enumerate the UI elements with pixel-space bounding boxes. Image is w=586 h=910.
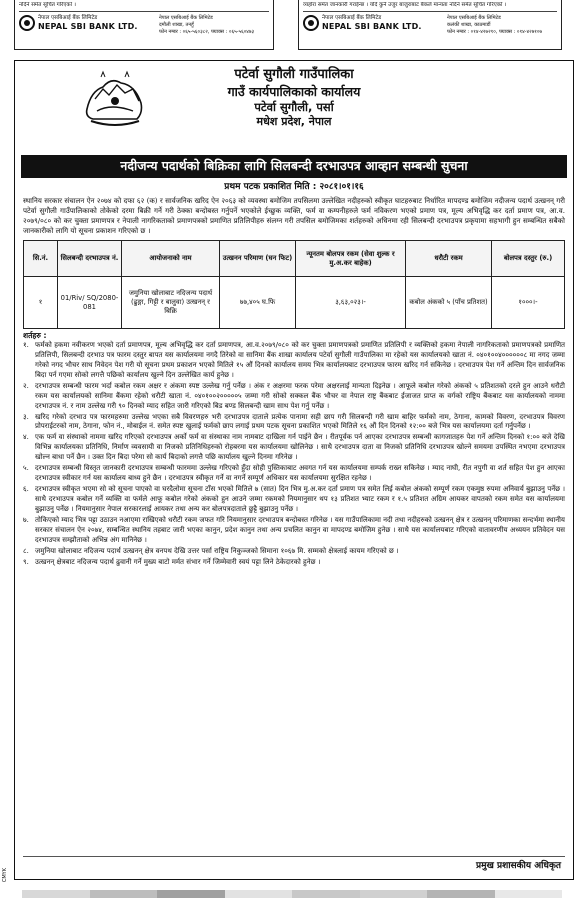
signoff-title: प्रमुख प्रशासकीय अधिकृत — [475, 861, 561, 872]
col-header-project-name: आयोजनाको नाम — [122, 241, 220, 277]
conditions-list — [23, 341, 565, 568]
cell-minimum-bid: ३,६३,०२३।- — [296, 277, 406, 329]
adjacent-notice-text: व्यहोरा समेत जानकारी गराईन्छ । यदि कुनै उजुर बाजुराबाट बैंकले मान्यता नदिने समेत सूचित गरिएको । — [303, 2, 557, 12]
office-name: गाउँ कार्यपालिकाको कार्यालय — [227, 83, 361, 99]
first-published-date: प्रथम पटक प्रकाशित मिति : २०८१।०१।१६ — [224, 182, 364, 193]
bank-logo-icon — [19, 15, 35, 31]
col-header-quantity: उत्खनन परिमाण (घन फिट) — [220, 241, 296, 277]
bank-branch-name: नेपाल एसबिआई बैंक लिमिटेड — [159, 15, 213, 22]
condition-number: ५. — [23, 464, 29, 473]
adjacent-notice-text: नदिने समेत सूचित गरिएको । — [19, 2, 269, 12]
cell-quantity: ७७,४०५ घ.फि — [220, 277, 296, 329]
list-item — [23, 413, 565, 433]
condition-text: तोकिएको म्याद भित्र पट्टा उठाउन नआएमा राखिएको धरौटी रकम जफत गरि नियमानुसार दरभाउपत्र बन्दोबस्त गरिनेछ । यस गाउँपालिकामा नदी तथा नदीहरुको उत्खनन् क्षेत्र र उत्खनन् परिमाणका सन्दर्भमा स्थानीय सरकार संचालन ऐन २०७४, सम्बन्धित स्थानिय तहबाट जारी भएका कानुन, प्रदेश कानुन तथा अन्य प्रचलित कानुन वा मापदण्ड बमोजिम हुनेछ । साथै यस कार्यालयबाट गरिएको वातावरणीय अध्ययन प्रतिवेदन यस दरभाउपत्र सम्झौताको अभिन्न अंग मानिनेछ । — [35, 515, 565, 544]
condition-number: ३. — [23, 412, 29, 421]
list-item — [23, 547, 565, 557]
condition-number: ९. — [23, 557, 29, 566]
bank-name-nepali: नेपाल एसबिआई बैंक लिमिटेड — [322, 15, 382, 22]
print-side-mark: CMYK — [2, 868, 8, 883]
office-location: पटेर्वा सुगौली, पर्सा — [254, 100, 334, 115]
table-header-row — [24, 241, 565, 277]
condition-text: एक फर्म वा संस्थाको नाममा खरिद गरिएको दरभाउपत्र अर्को फर्म वा संस्थाका नाम नामबाट दाखिला गर्न पाईने छैन । रीतपूर्वक पर्न आएका दरभाउपत्र सम्बन्धी कागजातहरु पेश गर्ने अन्तिम दिनको १:०० बजे देखि विभिन्न कार्यालयका प्रतिनिधि, निर्माण व्यवसायी वा निजको प्रतिनिधिहरुको रोहबरमा यस कार्यालयमा खोलिनेछ । साथै दरभाउपत्र दाता वा निजको प्रतिनिधि दरभाउपत्र खोल्ने समयमा उपस्थित नभएमा दरभाउपत्र खोल्न बाधा पर्ने छैन । उक्त दिन बिदा परेमा सो कार्य बिदाको लगत्तै पछि कार्यालय खुल्ने दिनमा गरिनेछ । — [35, 433, 565, 462]
nepal-emblem-icon — [81, 69, 149, 131]
condition-number: २. — [23, 381, 29, 390]
adjacent-notice-left — [14, 0, 274, 50]
conditions-title: शर्तहरु : — [23, 331, 47, 341]
print-registration-bar — [22, 890, 562, 898]
list-item — [23, 341, 565, 381]
condition-text: दरभाउपत्र स्वीकृत भएमा सो को सूचना पाएको वा घरदैलोमा सूचना टाँस भएको मितिले ७ (सात) दिन भित्र मु.अ.कर दर्ता प्रमाण पत्र समेत लिई कबोल अंकको सम्पूर्ण रकम एकमुष्ठ रुपमा अनिवार्य बुझाउनु पर्नेछ । साथै दरभाउपत्र कबोल गर्ने व्यक्ति वा फर्मले आफू कबोल गरेको अंकको हुन आउने जम्मा रकमको नियमानुसार थप १३ प्रतिशत भ्याट रकम र १.५ प्रतिशत अग्रिम आयकर वापतको रकम समेत यस कार्यालयमा बुझाउनु पर्नेछ । नियमानुसार नेपाल सरकारलाई आयकर तथा अन्य कर बोलपत्रदाताले छुट्टै बुझाउनु पर्नेछ । — [35, 485, 565, 513]
condition-number: ४. — [23, 433, 29, 442]
cell-sn: १ — [24, 277, 58, 329]
condition-text: फर्मको हकमा नवीकरण भएको दर्ता प्रमाणपत्र, मूल्य अभिवृद्धि कर दर्ता प्रमाणपत्र, आ.व.२०७९/०८० को कर चुक्ता प्रमाणपत्रको प्रमाणित प्रतिलिपी र व्यक्तिको हकमा नेपाली नागरिकताको प्रमाणपत्रको प्रमाणित प्रतिलिपी, सिलबन्दी दरभाउ पत्र फारम दस्तुर बापत यस कार्यालयमा नगदै तिरेको वा सानिमा बैंक शाखा कार्यालय पटेर्वा सुगौली गाउँपालिका मा रहेको यस कार्यालयको खाता नं. ०४०१००४००००००८ मा नगद जम्मा गरेको नगद भौचर साथ निवेदन पेश गरी यो सूचना प्रथम प्रकाशन भएको मितिले १५ औं दिनको कार्यालय समय भित्र कार्यालयबाट दरभाउपत्र फारम खरिद गर्न सकिनेछ । दरभाउपत्र पेश गर्ने अन्तिम दिन सार्वजनिक बिदा पर्न गएमा सोको लगत्तै पछिको कार्यालय खुल्ने दिन उल्लेखित कार्य हुनेछ । — [35, 340, 565, 379]
cell-bid-no: 01/Riv/ SQ/2080-081 — [58, 277, 122, 329]
top-adjacent-notices — [0, 0, 586, 52]
bank-name-english: NEPAL SBI BANK LTD. — [322, 22, 422, 32]
municipality-name: पटेर्वा सुगौली गाउँपालिका — [234, 67, 354, 82]
bank-name-nepali: नेपाल एसबिआई बैंक लिमिटेड — [38, 15, 98, 22]
condition-number: ७. — [23, 515, 29, 524]
condition-text: खरिद गरेको दरभाउ पत्र फारमहरुमा उल्लेख भएका सबै विवरणहरु भरी दरभाउपत्र दाताले प्रत्येक पानामा सही छाप गरी सिलबन्दी गरी खाम बाहिर फर्मको नाम, ठेगाना, कामको विवरण, दरभाउपत्र विवरण प्रोपराईटरको नाम, ठेगाना, फोन नं., मोबाईल नं. समेत स्पष्ट खुलाई फर्मको छाप लगाई प्रथम पटक सूचना प्रकाशित भएको मितिले १६ औं दिन दिनको १२:०० बजे भित्र यस कार्यालयमा दर्ता गर्नुपर्नेछ । — [35, 412, 565, 431]
list-item — [23, 558, 565, 568]
condition-text: दरभाउपत्र सम्बन्धी विस्तृत जानकारी दरभाउपत्र सम्बन्धी फारममा उल्लेख गरिएको हुँदा सोही पुस्तिकाबाट अवगत गर्न यस कार्यालयमा सम्पर्क राख्न सकिनेछ । म्याद नाघी, रीत नपुगी वा शर्त सहित पेश हुन आएका दरभाउपत्र स्वीकार गर्न यस कार्यालय बाध्य हुने छैन । दरभाउपत्र स्वीकृत गर्ने वा नगर्ने सम्पूर्ण अधिकार यस कार्यालयमा सुरक्षित रहनेछ । — [35, 464, 565, 483]
condition-text: दरभाउपत्र सम्बन्धी फारम भर्दा कबोल रकम अक्षर र अंकमा स्पष्ट उल्लेख गर्नु पर्नेछ । अंक र अक्षरमा फरक परेमा अक्षरलाई मान्यता दिइनेछ । आफूले कबोल गरेको अंकको ५ प्रतिशतको दरले हुन आउने धरौटी रकम यस कार्यालयको सानिमा बैंकमा रहेको धरौटी खाता नं. ०४०१००२०००००५ जम्मा गरी सोको सक्कल बैंक भौचर वा नेपाल राष्ट्र बैंकबाट ईजाजत प्राप्त क वर्गको राष्ट्रिय बैंकबाट यस कार्यालयको नाममा दरभाउपत्र नं. र नाम उल्लेख गरी ९० दिनको म्याद सहित जारी गरिएको बिड बण्ड सिलबन्दी खाम साथ पेश गर्नु पर्नेछ । — [35, 381, 565, 410]
col-header-sn: सि.नं. — [24, 241, 58, 277]
col-header-fee: बोलपत्र दस्तुर (रु.) — [492, 241, 565, 277]
condition-text: जमुनिया खोलाबाट नदिजन्य पदार्थ उत्खनन् क्षेत्र वनपथ देखि उत्तर पर्सा राष्ट्रिय निकुञ्जको सिमाना १०६७ मि. सम्मको क्षेत्रलाई कायम गरिएको छ । — [35, 546, 399, 555]
bank-branch-name: नेपाल एसबिआई बैंक लिमिटेड — [447, 15, 501, 22]
cell-deposit: कबोल अंकको ५ (पाँच प्रतिशत) — [406, 277, 492, 329]
cell-project-name: जमुनिया खोलाबाट नदिजन्य पदार्थ (ढुङ्गा, गिट्टी र बालुवा) उत्खनन् र बिक्रि — [122, 277, 220, 329]
tender-table — [23, 240, 565, 329]
bank-phone: फोन नम्बर : ०१४-४२७२१०, फ्याक्स : ०१४-४२७१०७ — [447, 28, 543, 35]
table-row — [24, 277, 565, 329]
col-header-minimum-bid: न्यूनतम बोलपत्र रकम (सेवा शुल्क र मु.अ.कर बाहेक) — [296, 241, 406, 277]
tender-notice — [14, 60, 574, 880]
col-header-deposit: धरौटी रकम — [406, 241, 492, 277]
notice-title: नदीजन्य पदार्थको बिक्रिका लागि सिलबन्दी दरभाउपत्र आव्हान सम्बन्धी सुचना — [21, 155, 567, 178]
province-country: मधेश प्रदेश, नेपाल — [256, 115, 332, 129]
condition-number: ६. — [23, 485, 29, 494]
bank-name-english: NEPAL SBI BANK LTD. — [38, 22, 138, 32]
condition-number: ८. — [23, 546, 29, 555]
signoff-divider — [23, 856, 565, 857]
list-item — [23, 516, 565, 546]
cell-fee: १०००।- — [492, 277, 565, 329]
list-item — [23, 464, 565, 484]
bank-phone: फोन नम्बर : ०६५-५६०३८२, फ्याक्स : ०६५-५६०४७३ — [159, 28, 255, 35]
list-item — [23, 382, 565, 412]
notice-header — [23, 67, 565, 153]
bank-branch-location: दमौली शाखा, तनहुँ — [159, 21, 194, 28]
adjacent-notice-right — [298, 0, 562, 50]
bank-logo-icon — [303, 15, 319, 31]
list-item — [23, 433, 565, 463]
intro-paragraph: स्थानिय सरकार संचालन ऐन २०७४ को दफा ६२ (क) र सार्वजनिक खरिद ऐन २०६३ को व्यवस्था बमोजिम तपसिलमा उल्लेखित नदीहरुको स्वीकृत घाटहरुबाट निर्धारित मापदण्ड बमोजिम नदीजन्य पदार्थ उत्खनन् गरी पटेर्वा सुगौली गाउँपालिकाको तोकेको दरमा बिक्री गर्ने गरी ठेक्का बन्दोबस्त गर्नुपर्ने भएकोले ईच्छुक व्यक्ति, फर्म वा कम्पनीहरुले फर्म नविकरण भएको प्रमाण पत्र, मूल्य अभिवृद्धि कर दर्ता प्रमाण पत्र, आ.व. २०७९/०८० को कर चुक्ता प्रमाणपत्र र नेपाली नागरिकताको प्रमाणपत्रको प्रमाणित प्रतिलिपीहरु संलग्न गरी तपसिल बमोजिमका शर्तहरुको अधिनमा रही सिलबन्दी दरभाउपत्र प्रकृयामा सहभागी हुन सम्बन्धित सबैको जानकारीको लागि यो सूचना प्रकाशन गरिएको छ । — [23, 195, 565, 236]
condition-text: उत्खनन् क्षेत्रबाट नदिजन्य पदार्थ ढुवानी गर्ने मुख्य बाटो मर्मत संभार गर्ने जिम्मेवारी स्वयं पट्टा लिने ठेकेदारको हुनेछ । — [35, 557, 321, 566]
condition-number: १. — [23, 340, 29, 349]
col-header-bid-no: सिलबन्दी दरभाउपत्र नं. — [58, 241, 122, 277]
list-item — [23, 485, 565, 515]
bank-branch-location: कलंकी शाखा, काठमाडौं — [447, 21, 491, 28]
